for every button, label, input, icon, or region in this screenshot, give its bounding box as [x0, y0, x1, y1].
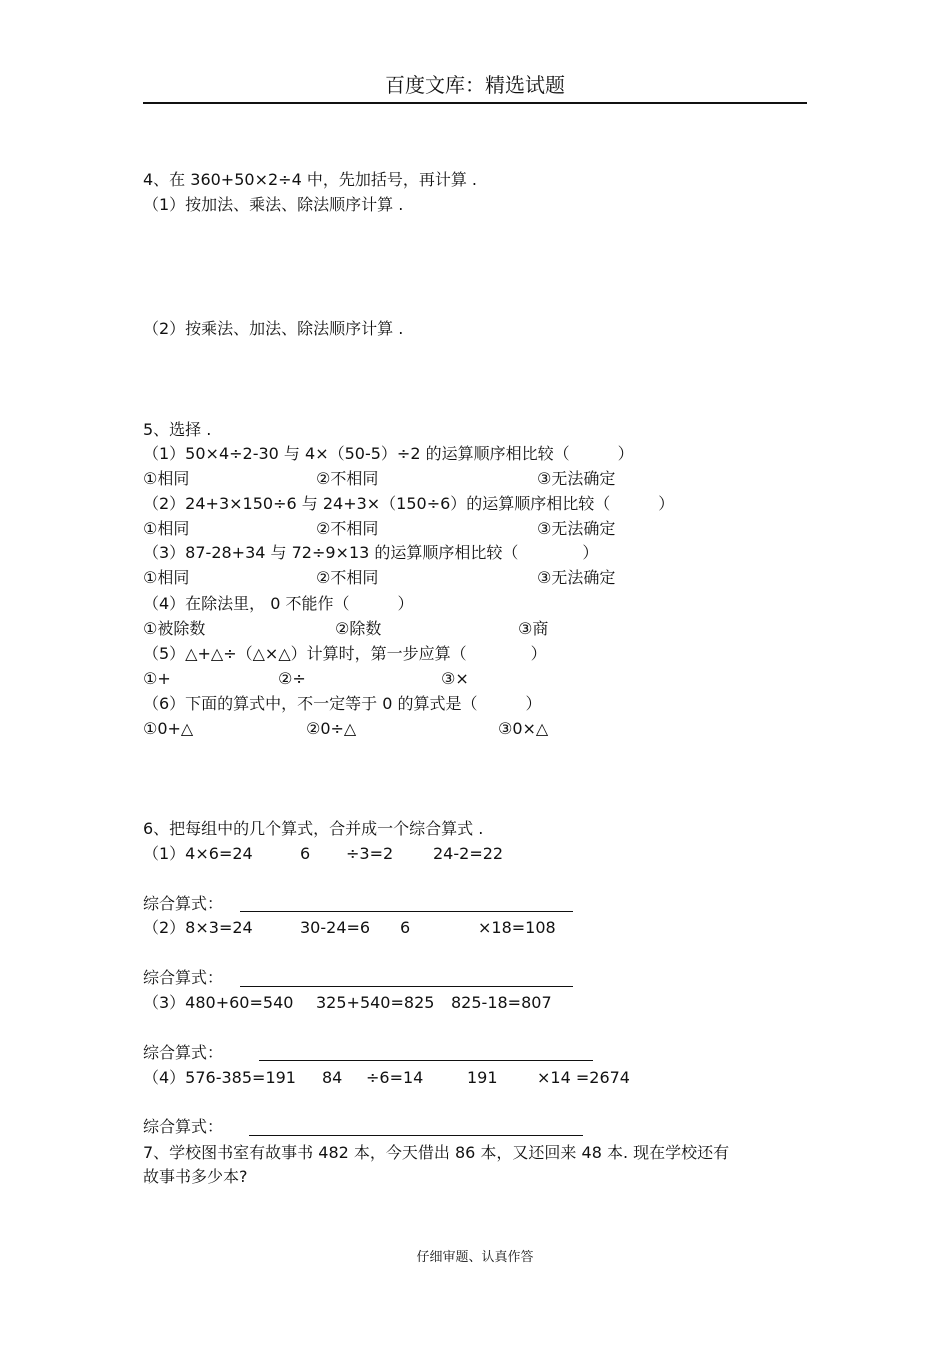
q5-item-6-option-2: ②0÷△ [306, 719, 357, 738]
q5-item-2-option-3: ③无法确定 [537, 519, 616, 538]
q6-group-1-combined-label: 综合算式： [143, 894, 224, 913]
q6-group-2-eq-3: 6 [400, 918, 411, 937]
q6-group-3-combined-label: 综合算式： [143, 1043, 224, 1062]
q5-item-6-option-3: ③0×△ [498, 719, 549, 738]
q5-item-5-option-2: ②÷ [278, 669, 306, 688]
q6-group-4-eq-1: （4）576-385=191 [143, 1068, 296, 1087]
q5-item-5-option-3: ③× [441, 669, 469, 688]
q6-group-2-combined-label: 综合算式： [143, 968, 224, 987]
q5-item-4-option-2: ②除数 [335, 619, 382, 638]
q5-item-5-option-1: ①+ [143, 669, 171, 688]
q5-item-3-option-1: ①相同 [143, 568, 190, 587]
q6-group-4-answer-line[interactable] [249, 1135, 583, 1136]
q5-item-1-option-1: ①相同 [143, 469, 190, 488]
q5-item-1-option-2: ②不相同 [316, 469, 379, 488]
q6-group-1-eq-4: 24-2=22 [433, 844, 504, 863]
q5-item-3-option-3: ③无法确定 [537, 568, 616, 587]
q5-item-2: （2）24+3×150÷6 与 24+3×（150÷6）的运算顺序相比较（ ） [143, 494, 675, 513]
q7-line-1: 7、学校图书室有故事书 482 本，今天借出 86 本，又还回来 48 本. 现在学校还有 [143, 1143, 730, 1162]
header-divider [143, 102, 807, 104]
q6-group-3-answer-line[interactable] [259, 1060, 593, 1061]
q5-item-4-option-1: ①被除数 [143, 619, 206, 638]
q4-part-1: （1）按加法、乘法、除法顺序计算 . [143, 195, 404, 214]
q4-part-2: （2）按乘法、加法、除法顺序计算 . [143, 319, 404, 338]
q6-group-2-eq-4: ×18=108 [478, 918, 556, 937]
q6-group-1-eq-2: 6 [300, 844, 311, 863]
q6-group-2-eq-2: 30-24=6 [300, 918, 371, 937]
q6-group-4-eq-5: ×14 =2674 [537, 1068, 630, 1087]
q5-item-2-option-2: ②不相同 [316, 519, 379, 538]
q6-group-3-eq-3: 825-18=807 [451, 993, 552, 1012]
footer-note: 仔细审题、认真作答 [416, 1250, 534, 1265]
q6-group-4-eq-3: ÷6=14 [366, 1068, 424, 1087]
q6-group-2-eq-1: （2）8×3=24 [143, 918, 253, 937]
q5-item-6: （6）下面的算式中，不一定等于 0 的算式是（ ） [143, 694, 542, 713]
q5-item-4-option-3: ③商 [518, 619, 549, 638]
q5-item-1: （1）50×4÷2-30 与 4×（50-5）÷2 的运算顺序相比较（ ） [143, 444, 634, 463]
q5-item-4: （4）在除法里， 0 不能作（ ） [143, 594, 414, 613]
q6-group-4-eq-4: 191 [467, 1068, 498, 1087]
q6-group-1-answer-line[interactable] [240, 911, 573, 912]
q5-stem: 5、选择 . [143, 420, 212, 439]
q6-stem: 6、把每组中的几个算式，合并成一个综合算式 . [143, 819, 484, 838]
q6-group-4-combined-label: 综合算式： [143, 1117, 224, 1136]
q5-item-6-option-1: ①0+△ [143, 719, 194, 738]
q4-stem: 4、在 360+50×2÷4 中，先加括号，再计算 . [143, 170, 478, 189]
q5-item-3-option-2: ②不相同 [316, 568, 379, 587]
q7-line-2: 故事书多少本? [143, 1167, 248, 1186]
q5-item-5: （5）△+△÷（△×△）计算时，第一步应算（ ） [143, 644, 547, 663]
q6-group-4-eq-2: 84 [322, 1068, 343, 1087]
q5-item-3: （3）87-28+34 与 72÷9×13 的运算顺序相比较（ ） [143, 543, 599, 562]
q6-group-1-eq-3: ÷3=2 [346, 844, 394, 863]
q5-item-1-option-3: ③无法确定 [537, 469, 616, 488]
q6-group-3-eq-2: 325+540=825 [316, 993, 435, 1012]
page-header-title: 百度文库：精选试题 [385, 73, 565, 97]
q6-group-1-eq-1: （1）4×6=24 [143, 844, 253, 863]
q6-group-2-answer-line[interactable] [240, 986, 573, 987]
q6-group-3-eq-1: （3）480+60=540 [143, 993, 294, 1012]
q5-item-2-option-1: ①相同 [143, 519, 190, 538]
